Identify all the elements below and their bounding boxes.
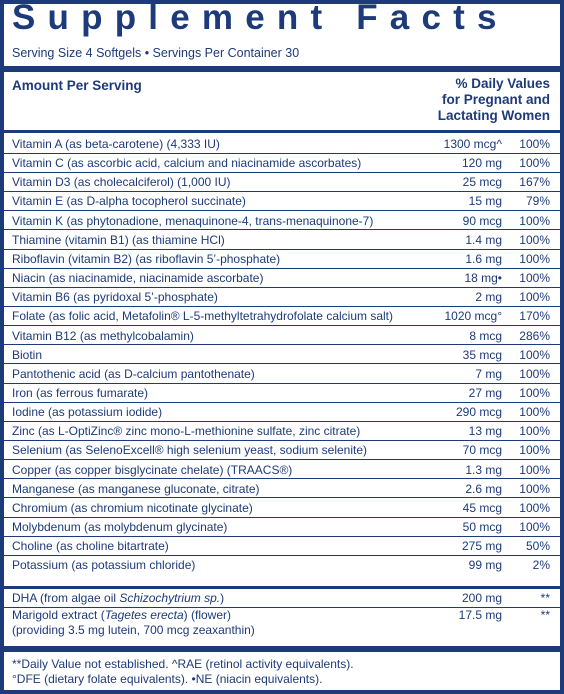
nutrient-name: Iodine (as potassium iodide) — [12, 405, 163, 420]
footnotes — [12, 657, 354, 687]
nutrient-name: Potassium (as potassium chloride) — [12, 558, 196, 573]
nutrient-name: Choline (as choline bitartrate) — [12, 539, 169, 554]
nutrient-dv: 50% — [525, 539, 550, 554]
nutrient-amount: 35 mcg — [462, 347, 502, 362]
nutrient-name: Zinc (as L-OptiZinc® zinc mono-L-methionine sulfate, zinc citrate) — [12, 424, 361, 439]
nutrient-dv: 100% — [519, 366, 550, 381]
nutrient-name: Marigold extract (Tagetes erecta) (flower) (providing 3.5 mg lutein, 700 mcg zeaxanthin) — [12, 608, 255, 637]
nutrient-row — [4, 212, 560, 231]
nutrient-dv: 2% — [532, 558, 550, 573]
nutrient-amount: 27 mg — [468, 385, 502, 400]
nutrient-dv: 100% — [519, 424, 550, 439]
nutrient-dv: 100% — [519, 500, 550, 515]
nutrient-name: Folate (as folic acid, Metafolin® L-5-methyltetrahydrofolate calcium salt) — [12, 309, 393, 324]
nutrient-name: Vitamin K (as phytonadione, menaquinone-4, trans-menaquinone-7) — [12, 213, 374, 228]
nutrient-amount: 120 mg — [461, 156, 502, 171]
nutrient-row — [4, 518, 560, 537]
nutrient-dv: 100% — [519, 271, 550, 286]
nutrient-amount: 1.6 mg — [465, 251, 502, 266]
nutrient-amount: 1020 mcg° — [444, 309, 502, 324]
nutrient-name: Vitamin E (as D-alpha tocopherol succinate) — [12, 194, 246, 209]
footnote-rule — [4, 646, 560, 652]
nutrient-name: Vitamin B12 (as methylcobalamin) — [12, 328, 194, 343]
footnote-line1: **Daily Value not established. ^RAE (retinol activity equivalents). — [12, 657, 354, 671]
nutrient-name: Selenium (as SelenoExcell® high selenium yeast, sodium selenite) — [12, 443, 368, 458]
nutrient-dv: 100% — [519, 137, 550, 151]
nutrient-dv: 100% — [519, 462, 550, 477]
nutrient-amount: 1.4 mg — [465, 232, 502, 247]
nutrient-dv: 100% — [519, 213, 550, 228]
nutrient-name: Molybdenum (as molybdenum glycinate) — [12, 520, 228, 534]
nutrient-amount: 45 mcg — [462, 500, 502, 515]
column-header-rule — [4, 130, 560, 133]
nutrient-dv: ** — [540, 591, 550, 605]
dv-heading-line3: Lactating Women — [437, 108, 550, 123]
nutrient-row — [4, 250, 560, 269]
nutrient-amount: 275 mg — [461, 539, 502, 554]
nutrient-row — [4, 154, 560, 173]
nutrient-dv: 100% — [519, 520, 550, 534]
nutrient-row — [4, 288, 560, 307]
nutrient-amount: 90 mcg — [462, 213, 502, 228]
nutrient-row — [4, 384, 560, 403]
nutrient-row — [4, 537, 560, 556]
nutrient-dv: 100% — [519, 347, 550, 362]
nutrient-name: Copper (as copper bisglycinate chelate) (TRAACS®) — [12, 462, 293, 477]
nutrient-dv: 100% — [519, 385, 550, 400]
nutrient-row — [4, 135, 560, 154]
nutrient-row — [4, 499, 560, 518]
nutrient-name: Vitamin A (as beta-carotene) (4,333 IU) — [12, 137, 220, 151]
nutrient-name: Thiamine (vitamin B1) (as thiamine HCl) — [12, 232, 225, 247]
nutrient-amount: 2.6 mg — [465, 481, 502, 496]
nutrient-amount: 290 mcg — [455, 405, 502, 420]
nutrient-name: Pantothenic acid (as D-calcium pantothenate) — [12, 366, 255, 381]
footnote-line2: °DFE (dietary folate equivalents). •NE (niacin equivalents). — [12, 672, 323, 686]
nutrient-row — [4, 269, 560, 288]
nutrient-row — [4, 192, 560, 211]
nutrient-dv: 100% — [519, 443, 550, 458]
nutrient-row-marigold — [4, 608, 560, 644]
nutrient-name: Vitamin D3 (as cholecalciferol) (1,000 IU) — [12, 175, 231, 190]
header-rule — [4, 66, 560, 72]
nutrient-dv: 100% — [519, 251, 550, 266]
nutrient-row — [4, 422, 560, 441]
dv-heading-line2: for Pregnant and — [441, 92, 550, 107]
nutrient-row — [4, 346, 560, 365]
nutrient-amount: 99 mg — [468, 558, 502, 573]
nutrient-row — [4, 173, 560, 192]
nutrient-row — [4, 307, 560, 326]
nutrient-amount: 200 mg — [461, 591, 502, 605]
nutrient-dv: 100% — [519, 232, 550, 247]
nutrient-row — [4, 327, 560, 346]
nutrient-name: Chromium (as chromium nicotinate glycinate) — [12, 500, 253, 515]
nutrient-dv: 100% — [519, 405, 550, 420]
nutrient-name: Iron (as ferrous fumarate) — [12, 385, 149, 400]
nutrient-amount: 1.3 mg — [465, 462, 502, 477]
nutrient-row — [4, 441, 560, 460]
nutrient-name: Manganese (as manganese gluconate, citrate) — [12, 481, 260, 496]
nutrient-name: Vitamin B6 (as pyridoxal 5’-phosphate) — [12, 290, 218, 305]
nutrient-row — [4, 556, 560, 575]
nutrient-amount: 70 mcg — [462, 443, 502, 458]
nutrient-amount: 15 mg — [468, 194, 502, 209]
nutrient-dv: 100% — [519, 290, 550, 305]
nutrient-dv: 286% — [519, 328, 550, 343]
serving-info: Serving Size 4 Softgels • Servings Per Container 30 — [12, 46, 300, 60]
dv-heading-line1: % Daily Values — [455, 76, 550, 91]
nutrient-amount: 25 mcg — [462, 175, 502, 190]
amount-per-serving-heading: Amount Per Serving — [12, 78, 142, 93]
nutrient-row — [4, 403, 560, 422]
nutrient-dv: 170% — [519, 309, 550, 324]
nutrient-name: DHA (from algae oil Schizochytrium sp.) — [12, 591, 225, 605]
nutrient-name: Biotin — [12, 347, 43, 362]
panel-title: Supplement Facts — [12, 0, 509, 37]
nutrient-dv: 167% — [519, 175, 550, 190]
nutrient-row — [4, 231, 560, 250]
nutrient-amount: 7 mg — [475, 366, 502, 381]
nutrient-row — [4, 480, 560, 499]
nutrient-dv: ** — [540, 608, 550, 622]
nutrient-amount: 2 mg — [475, 290, 502, 305]
nutrient-name: Riboflavin (vitamin B2) (as riboflavin 5’-phosphate) — [12, 251, 281, 266]
nutrient-row — [4, 365, 560, 384]
nutrient-amount: 13 mg — [468, 424, 502, 439]
daily-value-heading — [400, 76, 550, 124]
nutrient-amount: 1300 mcg^ — [443, 137, 502, 151]
nutrient-amount: 8 mcg — [469, 328, 502, 343]
nutrient-row — [4, 461, 560, 480]
nutrient-dv: 100% — [519, 156, 550, 171]
nutrient-amount: 18 mg• — [464, 271, 502, 286]
nutrient-name: Niacin (as niacinamide, niacinamide ascorbate) — [12, 271, 264, 286]
nutrient-amount: 17.5 mg — [458, 608, 502, 622]
nutrient-dv: 79% — [525, 194, 550, 209]
nutrient-row-dha — [4, 589, 560, 608]
nutrient-name: Vitamin C (as ascorbic acid, calcium and niacinamide ascorbates) — [12, 156, 362, 171]
nutrient-amount: 50 mcg — [462, 520, 502, 534]
nutrient-dv: 100% — [519, 481, 550, 496]
